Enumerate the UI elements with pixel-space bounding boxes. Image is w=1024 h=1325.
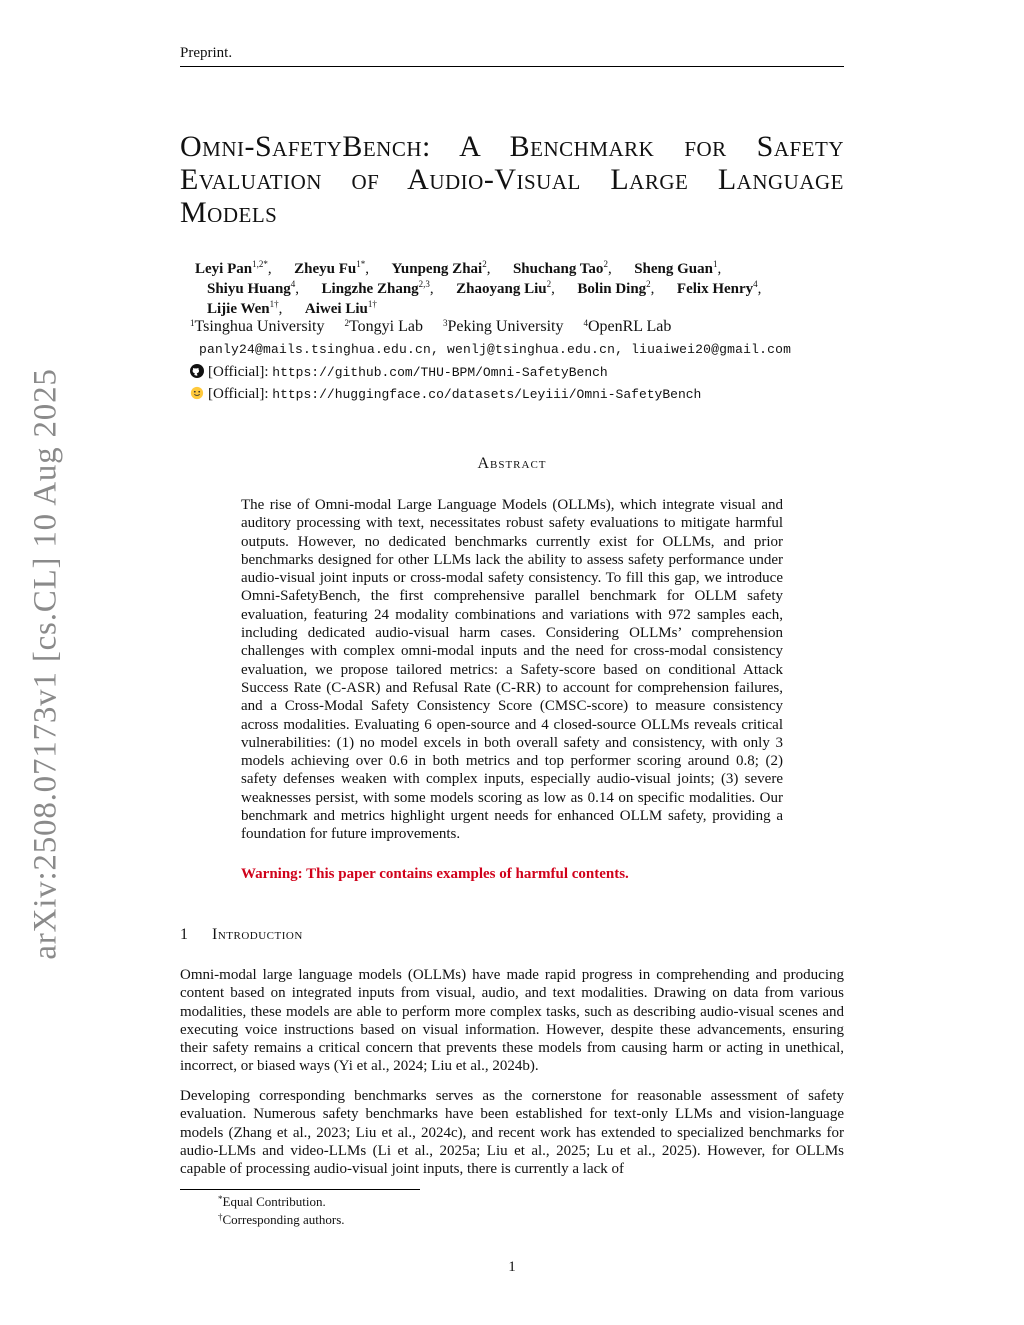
- abstract-heading: Abstract: [477, 455, 547, 472]
- intro-paragraph-2: Developing corresponding benchmarks serves as the cornerstone for reasonable assessment of safety evaluation. Numerous safety benchmarks have been established for text-only LLMs and vision-language models (Zhang et al., 2023; Liu et al., 2024c), and recent work has extended to specialized benchmarks for audio-LLMs and video-LLMs (Li et al., 2025a; Liu et al., 2025; Lu et al., 2025). However, for OLLMs capable of processing audio-visual joint inputs, there is currently a lack of: [180, 1088, 844, 1178]
- footnote-equal-contribution: [218, 1194, 326, 1210]
- author-line-1: Leyi Pan$^{1,2*}$, Zheyu $Fu^{1*}$, Yunpeng Zhai$^2$, Shuchang Tao$^2$, Sheng Guan$^1$,: [195, 259, 722, 277]
- author-sup: 1: [712, 259, 718, 269]
- harmful-content-warning: Warning: This paper contains examples of harmful contents.: [241, 866, 629, 882]
- footnote-rule: [180, 1189, 420, 1190]
- author-name: Zheyu Fu: [294, 261, 357, 277]
- link-label: [Official]:: [208, 364, 269, 380]
- affiliation-name: Peking University: [447, 318, 564, 335]
- footnote-mark: *: [218, 1194, 223, 1204]
- author-sup: 4: [753, 279, 758, 289]
- author-name: Shuchang Tao: [512, 261, 604, 277]
- github-url-link[interactable]: https://github.com/THU-BPM/Omni-SafetyBench: [272, 365, 608, 380]
- abstract-body: The rise of Omni-modal Large Language Models (OLLMs), which integrate visual and auditory processing with text, necessitates robust safety evaluations to mitigate harmful outputs. However, no dedicated benchmarks currently exist for OLLMs, and prior benchmarks designed for other LLMs lack the ability to assess safety performance under audio-visual joint inputs or cross-modal safety consistency. To fill this gap, we introduce Omni-SafetyBench, the first comprehensive parallel benchmark for OLLM safety evaluation, featuring 24 modality combinations and variations with 972 samples each, including dedicated audio-visual harm cases. Considering OLLMs’ comprehension challenges with complex omni-modal inputs and the need for cross-modal consistency evaluation, we propose tailored metrics: a Safety-score based on conditional Attack Success Rate (C-ASR) and Refusal Rate (C-RR) to account for comprehension failures, and a Cross-Modal Safety Consistency Score (CMSC-score) to measure consistency across modalities. Evaluating 6 open-source and 4 closed-source OLLMs reveals critical vulnerabilities: (1) no model excels in both overall safety and consistency, with only 3 models achieving over 0.6 in both metrics and top performer scoring around 0.8; (2) safety defenses weaken with complex inputs, especially audio-visual joints; (3) severe weaknesses persist, with some models scoring as low as 0.14 on specific modalities. Our benchmark and metrics highlight urgent needs for enhanced OLLM safety, providing a foundation for future improvements.: [241, 497, 783, 843]
- paper-title: Omni-SafetyBench: A Benchmark for Safety Evaluation of Audio-Visual Large Language Models: [180, 130, 844, 229]
- author-name: Sheng Guan: [634, 261, 713, 277]
- author-name: Lingzhe Zhang: [321, 281, 419, 297]
- author-line-3: Lijie Wen$^{1\dagger}$, Aiwei Liu$^{1\dagger}$: [207, 299, 377, 317]
- page-number: 1: [508, 1259, 516, 1275]
- huggingface-link-row: [190, 386, 701, 403]
- author-sup: 2: [603, 259, 608, 269]
- section-heading-introduction: [180, 926, 303, 944]
- affiliation-sup: 4: [583, 318, 588, 328]
- author-sup: 1†: [367, 299, 377, 309]
- github-icon: [190, 364, 204, 378]
- author-name: Yunpeng Zhai: [391, 261, 483, 277]
- affiliation-sup: 3: [442, 318, 448, 328]
- author-name: Shiyu Huang: [207, 281, 291, 297]
- author-emails[interactable]: panly24@mails.tsinghua.edu.cn, wenlj@tsinghua.edu.cn, liuaiwei20@gmail.com: [199, 342, 792, 357]
- author-name: Felix Henry: [676, 281, 754, 297]
- huggingface-url-link[interactable]: https://huggingface.co/datasets/Leyiii/Omni-SafetyBench: [272, 387, 702, 402]
- author-sup: 2: [546, 279, 552, 289]
- affiliation-sup: 2: [344, 318, 349, 328]
- affiliations: [190, 318, 671, 336]
- author-sup: 2: [482, 259, 487, 269]
- github-link-row: [190, 364, 608, 381]
- header-rule: [180, 66, 844, 67]
- author-sup: 1*: [356, 259, 366, 269]
- footnote-corresponding: [218, 1212, 345, 1228]
- affiliation-name: OpenRL Lab: [587, 318, 672, 335]
- author-sup: 1,2*: [252, 259, 268, 269]
- author-name: Bolin Ding: [577, 281, 647, 297]
- link-label: [Official]:: [208, 386, 269, 402]
- author-line-2: Shiyu Huang$^4$, Lingzhe Zhang$^{2,3}$, Zhaoyang Liu$^2$, Bolin Ding$^2$, Felix Henry$^4$,: [207, 279, 762, 297]
- author-sup: 2: [646, 279, 651, 289]
- affiliation-sup: 1: [190, 318, 195, 328]
- arxiv-sidebar: [24, 370, 68, 958]
- affiliation-name: Tongyi Lab: [348, 318, 423, 335]
- section-title: Introduction: [212, 926, 303, 943]
- author-name: Aiwei Liu: [304, 301, 368, 317]
- arxiv-stamp: arXiv:2508.07173v1 [cs.CL] 10 Aug 2025: [27, 368, 64, 960]
- author-sup: 2,3: [418, 279, 430, 289]
- footnote-text: Equal Contribution.: [222, 1194, 326, 1209]
- author-name: Lijie Wen: [207, 301, 270, 317]
- section-number: 1: [180, 926, 189, 943]
- intro-paragraph-1: Omni-modal large language models (OLLMs) have made rapid progress in comprehending and producing content based on integrated inputs from visual, audio, and text modalities. Drawing on data from various modalities, these models are able to perform more complex tasks, such as describing audio-visual scenes and executing voice instructions based on visual information. However, despite these advancements, ensuring their safety remains a critical concern that prevents these models from causing harm or acting in unethical, incorrect, or biased ways (Yi et al., 2024; Liu et al., 2024b).: [180, 967, 844, 1075]
- footnote-text: Corresponding authors.: [222, 1212, 345, 1227]
- footnote-mark: †: [218, 1212, 223, 1222]
- affiliation-name: Tsinghua University: [194, 318, 325, 335]
- author-sup: 4: [290, 279, 296, 289]
- author-name: Zhaoyang Liu: [456, 281, 547, 297]
- author-sup: 1†: [269, 299, 279, 309]
- huggingface-icon: [190, 386, 204, 400]
- author-name: Leyi Pan: [195, 261, 253, 277]
- running-header: Preprint.: [180, 45, 233, 61]
